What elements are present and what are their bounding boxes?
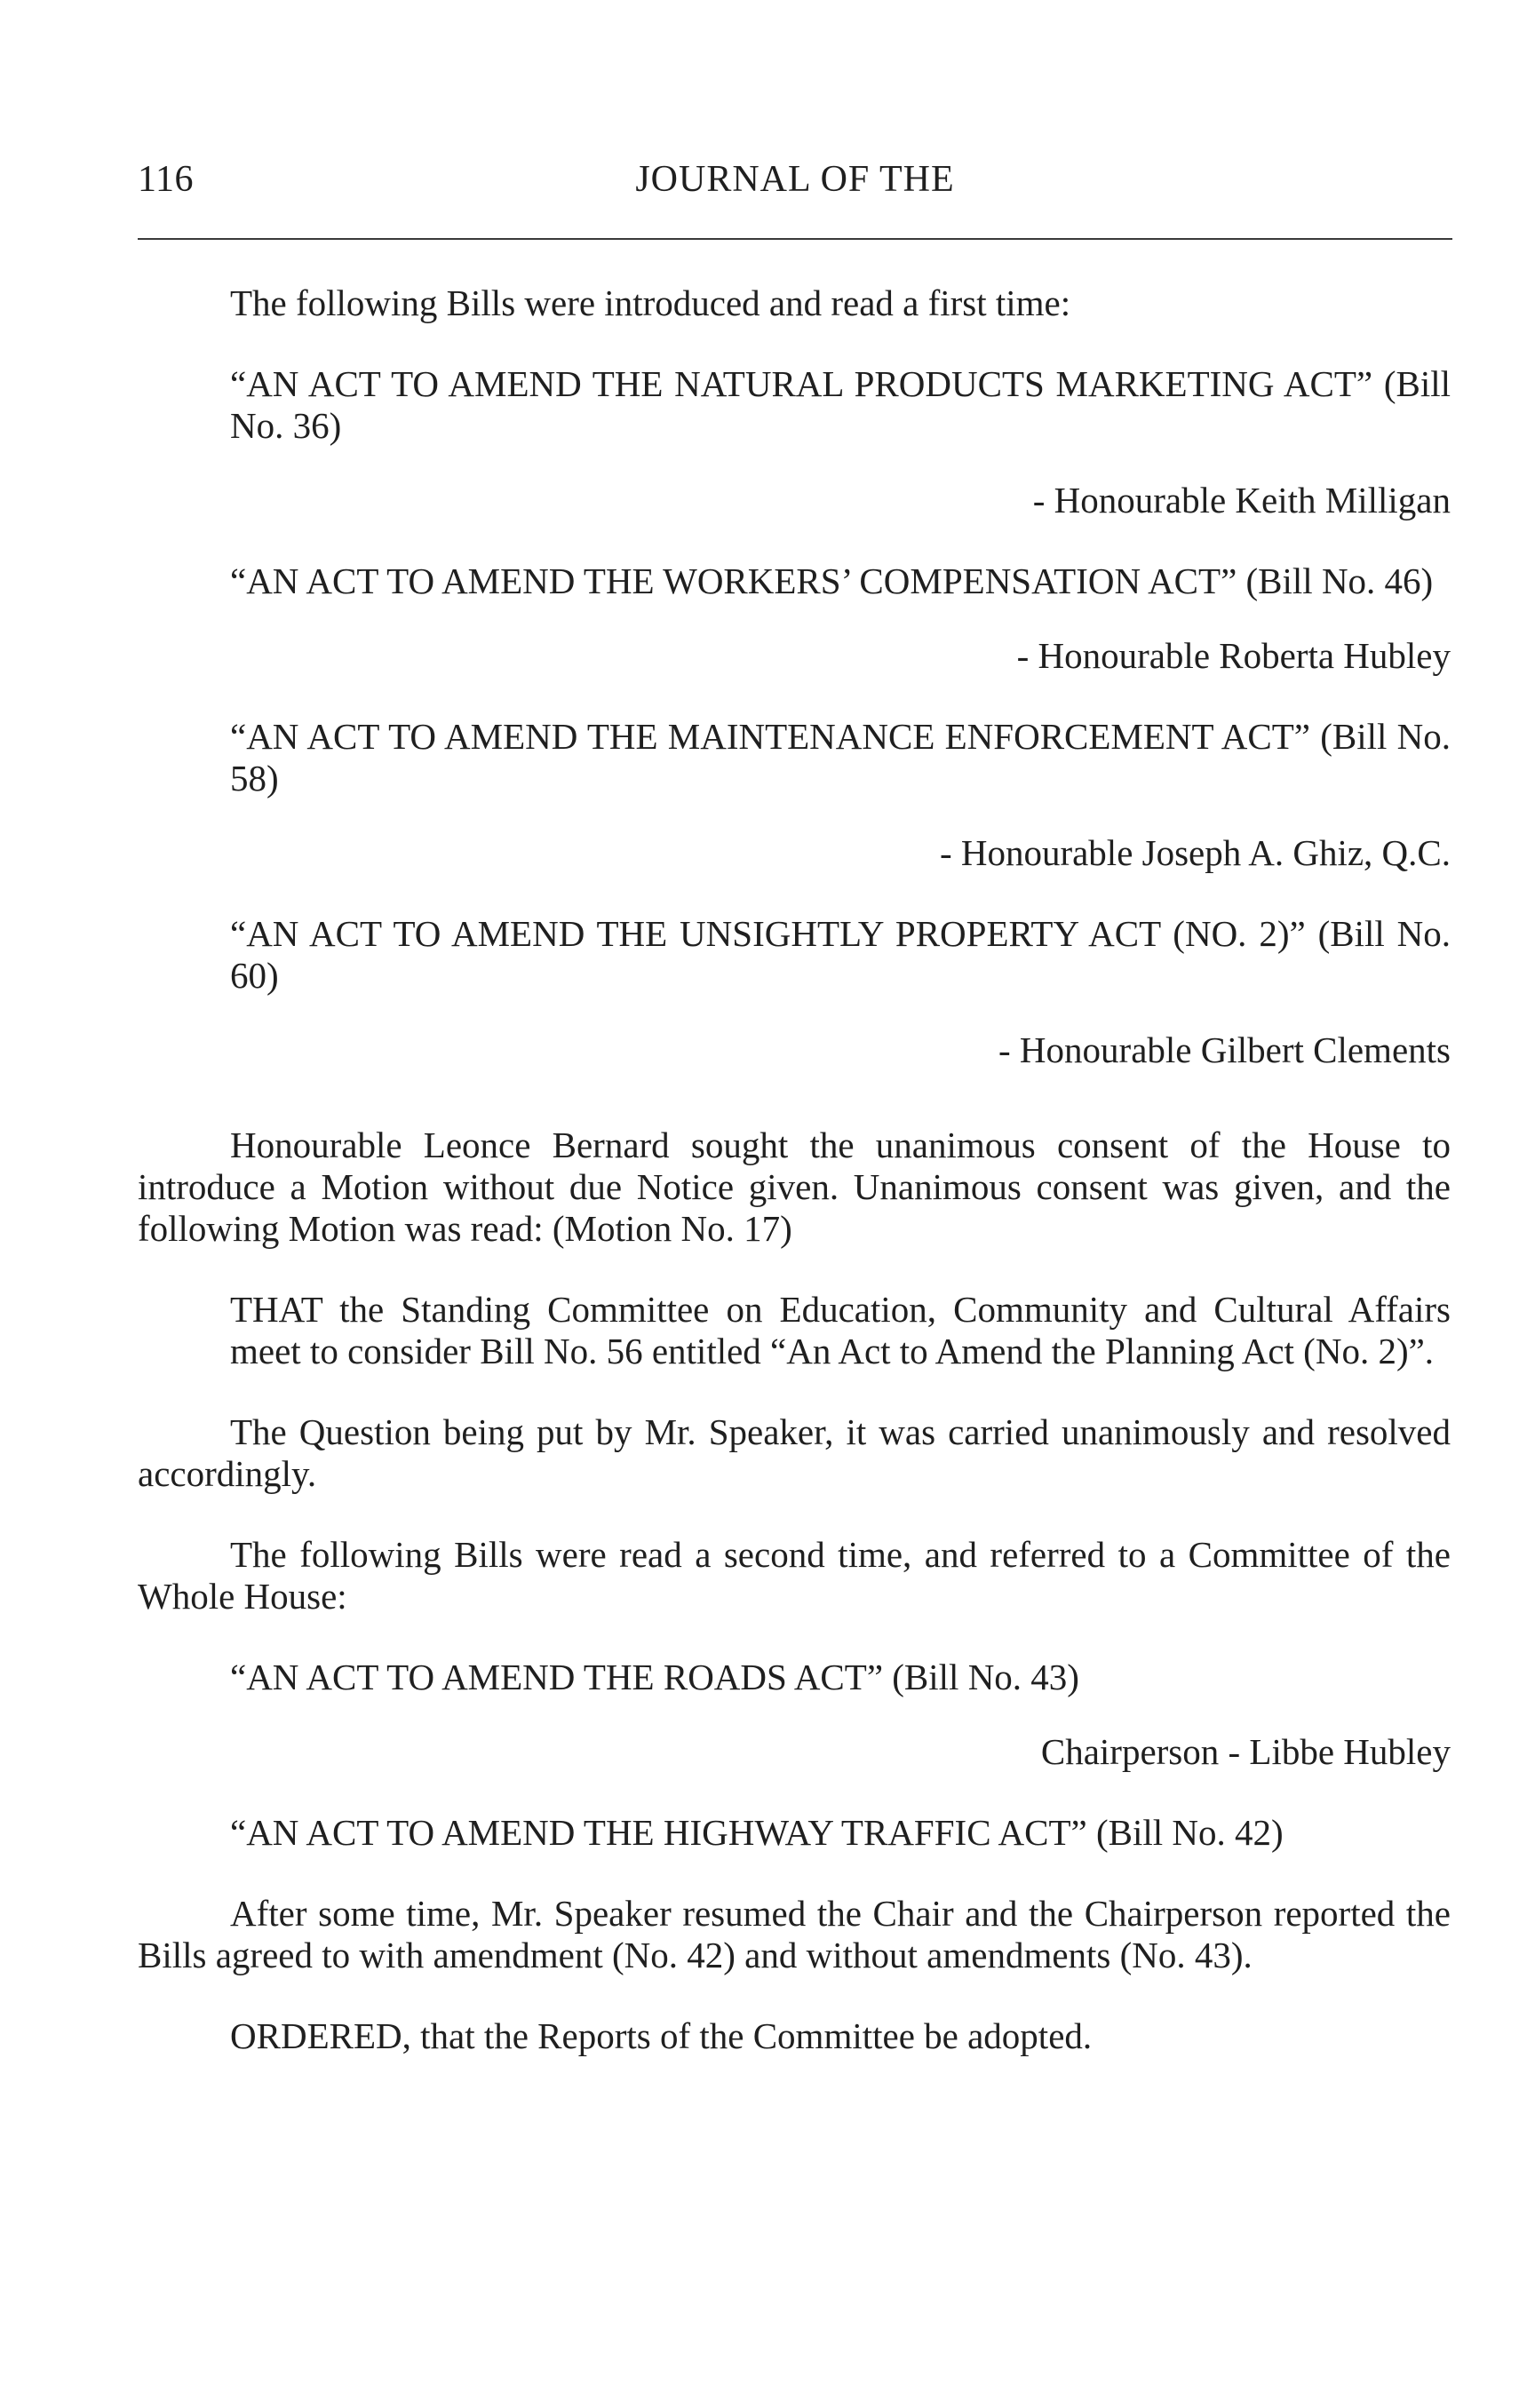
bill-sponsor: - Honourable Keith Milligan <box>1032 480 1451 521</box>
bill-sponsor: - Honourable Roberta Hubley <box>1016 635 1451 676</box>
question-paragraph: The Question being put by Mr. Speaker, it was carried unanimously and resolved accordingly. <box>138 1411 1451 1494</box>
bill-sponsor: - Honourable Gilbert Clements <box>998 1029 1451 1070</box>
header-rule <box>138 238 1452 240</box>
motion-text: THAT the Standing Committee on Education, Community and Cultural Affairs meet to consider Bill No. 56 entitled “An Act to Amend the Planning Act (No. 2)”. <box>230 1289 1451 1371</box>
running-head: JOURNAL OF THE <box>635 159 955 200</box>
page-number: 116 <box>138 159 194 200</box>
chairperson-line: Chairperson - Libbe Hubley <box>1040 1731 1451 1772</box>
consent-paragraph: Honourable Leonce Bernard sought the unanimous consent of the House to introduce a Motion without due Notice given. Unanimous consent was given, and the following Motion was read: (Motion No. 17) <box>138 1125 1451 1249</box>
bill-title: “AN ACT TO AMEND THE WORKERS’ COMPENSATION ACT” (Bill No. 46) <box>230 560 1434 601</box>
ordered-paragraph: ORDERED, that the Reports of the Committee be adopted. <box>230 2015 1093 2056</box>
bill-title: “AN ACT TO AMEND THE HIGHWAY TRAFFIC ACT” (Bill No. 42) <box>230 1812 1284 1853</box>
bill-sponsor: - Honourable Joseph A. Ghiz, Q.C. <box>939 832 1451 873</box>
bill-title: “AN ACT TO AMEND THE MAINTENANCE ENFORCEMENT ACT” (Bill No. 58) <box>230 716 1451 799</box>
journal-body <box>138 282 1451 2057</box>
bill-title: “AN ACT TO AMEND THE ROADS ACT” (Bill No. 43) <box>230 1657 1079 1697</box>
page-header <box>138 158 1452 211</box>
bill-title: “AN ACT TO AMEND THE UNSIGHTLY PROPERTY ACT (NO. 2)” (Bill No. 60) <box>230 913 1451 996</box>
bill-title: “AN ACT TO AMEND THE NATURAL PRODUCTS MARKETING ACT” (Bill No. 36) <box>230 363 1451 446</box>
second-reading-intro: The following Bills were read a second time, and referred to a Committee of the Whole House: <box>138 1534 1451 1617</box>
first-reading-intro: The following Bills were introduced and read a first time: <box>230 282 1071 323</box>
report-paragraph: After some time, Mr. Speaker resumed the Chair and the Chairperson reported the Bills agreed to with amendment (No. 42) and without amendments (No. 43). <box>138 1893 1451 1975</box>
